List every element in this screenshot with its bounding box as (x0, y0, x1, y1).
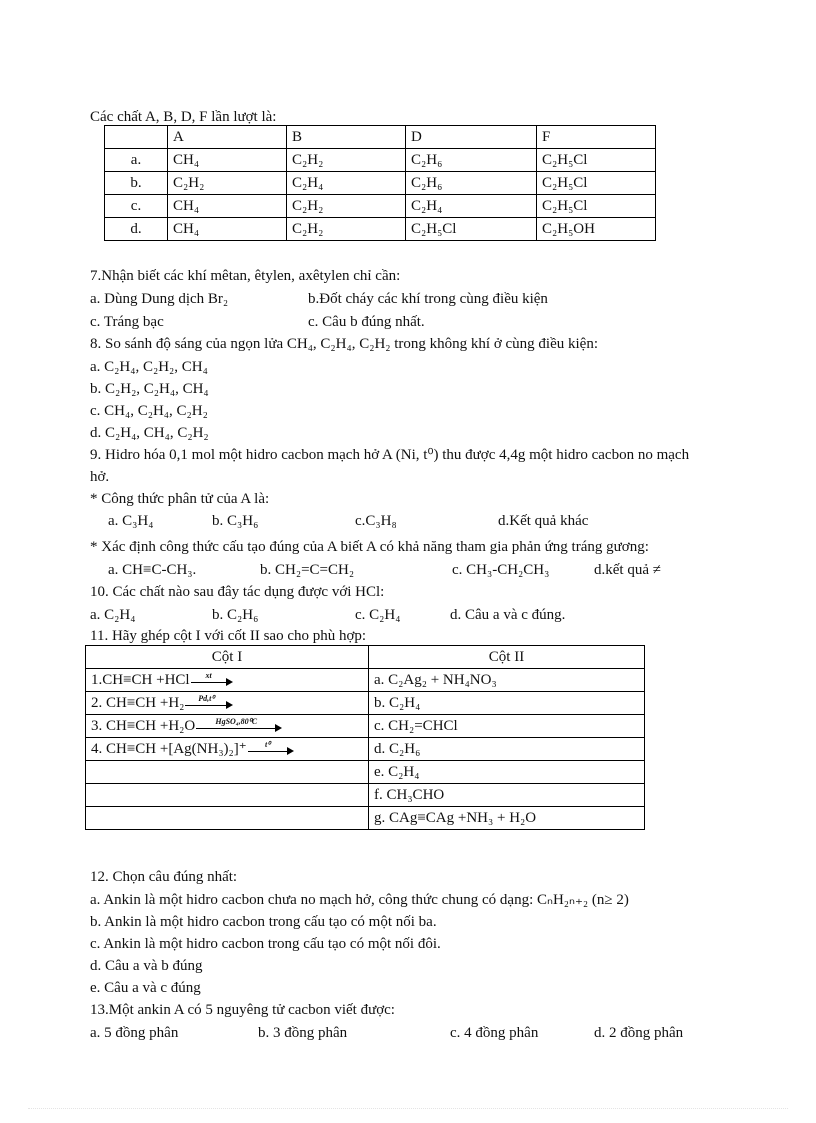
table-cell: C₂H₅Cl (537, 149, 656, 172)
table-header-cell: D (406, 126, 537, 149)
col1-cell (86, 807, 369, 830)
page-bottom-rule (28, 1108, 788, 1109)
q7-option-a: a. Dùng Dung dịch Br₂ (90, 291, 229, 307)
table-cell: C₂H₆ (406, 149, 537, 172)
q9-part1-a: a. C₃H₄ (108, 513, 154, 529)
q12-option-d: d. Câu a và b đúng (90, 958, 203, 974)
q8-option-b: b. C₂H₂, C₂H₄, CH₄ (90, 381, 209, 397)
table-header-row (86, 646, 645, 669)
table-cell: C₂H₂ (287, 149, 406, 172)
q8-option-c: c. CH₄, C₂H₄, C₂H₂ (90, 403, 208, 419)
table-cell: C₂H₂ (168, 172, 287, 195)
q12-option-a: a. Ankin là một hidro cacbon chưa no mạch hở, công thức chung có dạng: CₙH₂ₙ₊₂ (n≥ 2) (90, 892, 629, 908)
q12-option-c: c. Ankin là một hidro cacbon trong cấu tạo có một nối đôi. (90, 936, 441, 952)
table-cell: C₂H₂ (287, 195, 406, 218)
reaction-arrow (248, 739, 294, 755)
table-cell: c. (105, 195, 168, 218)
col1-header: Cột I (86, 646, 369, 669)
reactant: 4. CH≡CH +[Ag(NH₃)₂]⁺ (91, 741, 247, 757)
arrow-label: xt (205, 670, 212, 680)
q10-stem: 10. Các chất nào sau đây tác dụng được với HCl: (90, 584, 385, 600)
q8-option-a: a. C₂H₄, C₂H₂, CH₄ (90, 359, 208, 375)
table-cell: C₂H₅Cl (537, 195, 656, 218)
q9-part2-a: a. CH≡C-CH₃. (108, 562, 197, 578)
q7-option-b: b.Đốt cháy các khí trong cùng điều kiện (308, 291, 548, 307)
q10-option-a: a. C₂H₄ (90, 607, 136, 623)
table-row (105, 218, 656, 241)
arrow-label: Pd,t⁰ (198, 693, 215, 703)
col1-cell (86, 761, 369, 784)
q9-stem-line2: hở. (90, 469, 110, 485)
table-row (105, 149, 656, 172)
q10-option-c: c. C₂H₄ (355, 607, 401, 623)
q9-part2-b: b. CH₂=C=CH₂ (260, 562, 355, 578)
intro-text: Các chất A, B, D, F lần lượt là: (90, 109, 277, 125)
q11-matching-table (85, 645, 645, 830)
q9-part1-b: b. C₃H₆ (212, 513, 259, 529)
q9-part1-d: d.Kết quả khác (498, 513, 589, 529)
table-row (105, 172, 656, 195)
arrow-label: HgSO₄,80⁰C (215, 716, 258, 726)
table-cell: a. (105, 149, 168, 172)
q9-part2-d: d.kết quả ≠ (594, 562, 661, 578)
q8-option-d: d. C₂H₄, CH₄, C₂H₂ (90, 425, 209, 441)
q9-part1: * Công thức phân tử của A là: (90, 491, 270, 507)
q13-stem: 13.Một ankin A có 5 nguyêng tử cacbon viết được: (90, 1002, 395, 1018)
table-row (86, 715, 645, 738)
q9-part2: * Xác định công thức cấu tạo đúng của A biết A có khả năng tham gia phản ứng tráng gương: (90, 539, 649, 555)
col2-cell: a. C₂Ag₂ + NH₄NO₃ (369, 669, 645, 692)
q10-option-d: d. Câu a và c đúng. (450, 607, 566, 623)
table-cell: CH₄ (168, 195, 287, 218)
col1-cell (86, 692, 369, 715)
table-row (105, 195, 656, 218)
q12-option-b: b. Ankin là một hidro cacbon trong cấu tạo có một nối ba. (90, 914, 437, 930)
col2-cell: g. CAg≡CAg +NH₃ + H₂O (369, 807, 645, 830)
table-cell: d. (105, 218, 168, 241)
col1-cell (86, 669, 369, 692)
table-cell: C₂H₅Cl (406, 218, 537, 241)
q7-stem: 7.Nhận biết các khí mêtan, êtylen, axêtylen chỉ cần: (90, 268, 401, 284)
table-header-cell: A (168, 126, 287, 149)
table-cell: CH₄ (168, 149, 287, 172)
col2-cell: e. C₂H₄ (369, 761, 645, 784)
table-row (86, 669, 645, 692)
reactant: 2. CH≡CH +H₂ (91, 695, 185, 711)
q7-option-d: c. Câu b đúng nhất. (308, 314, 425, 330)
col1-cell (86, 784, 369, 807)
col1-cell (86, 715, 369, 738)
table-cell: C₂H₅OH (537, 218, 656, 241)
col2-cell: b. C₂H₄ (369, 692, 645, 715)
q12-option-e: e. Câu a và c đúng (90, 980, 201, 996)
col2-cell: c. CH₂=CHCl (369, 715, 645, 738)
q13-option-c: c. 4 đồng phân (450, 1025, 539, 1041)
q12-stem: 12. Chọn câu đúng nhất: (90, 869, 238, 885)
q13-option-a: a. 5 đồng phân (90, 1025, 179, 1041)
q11-stem: 11. Hãy ghép cột I với cốt II sao cho phù hợp: (90, 628, 367, 644)
q9-part1-c: c.C₃H₈ (355, 513, 397, 529)
reaction-arrow (191, 670, 233, 686)
q8-stem: 8. So sánh độ sáng của ngọn lửa CH₄, C₂H₄, C₂H₂ trong không khí ở cùng điều kiện: (90, 336, 599, 352)
table-header-row (105, 126, 656, 149)
col2-header: Cột II (369, 646, 645, 669)
table-row (86, 692, 645, 715)
table-cell: C₂H₄ (287, 172, 406, 195)
q13-option-d: d. 2 đồng phân (594, 1025, 684, 1041)
q10-option-b: b. C₂H₆ (212, 607, 259, 623)
table-1 (104, 125, 656, 241)
reaction-arrow (185, 693, 233, 709)
q7-option-c: c. Tráng bạc (90, 314, 164, 330)
table-row (86, 784, 645, 807)
reactant: 1.CH≡CH +HCl (91, 672, 190, 688)
q13-option-b: b. 3 đồng phân (258, 1025, 348, 1041)
table-cell: b. (105, 172, 168, 195)
q9-part2-c: c. CH₃-CH₂CH₃ (452, 562, 550, 578)
col1-cell (86, 738, 369, 761)
table-row (86, 761, 645, 784)
table-cell: C₂H₅Cl (537, 172, 656, 195)
table-header-cell: B (287, 126, 406, 149)
arrow-label: t⁰ (264, 739, 271, 749)
reaction-arrow (196, 716, 282, 732)
table-header-cell (105, 126, 168, 149)
table-row (86, 807, 645, 830)
reactant: 3. CH≡CH +H₂O (91, 718, 196, 734)
table-row (86, 738, 645, 761)
col2-cell: f. CH₃CHO (369, 784, 645, 807)
table-header-cell: F (537, 126, 656, 149)
table-cell: C₂H₂ (287, 218, 406, 241)
table-cell: CH₄ (168, 218, 287, 241)
table-cell: C₂H₆ (406, 172, 537, 195)
q9-stem-line1: 9. Hidro hóa 0,1 mol một hidro cacbon mạch hở A (Ni, t⁰) thu được 4,4g một hidro cacbon no mạch (90, 447, 690, 463)
col2-cell: d. C₂H₆ (369, 738, 645, 761)
table-cell: C₂H₄ (406, 195, 537, 218)
